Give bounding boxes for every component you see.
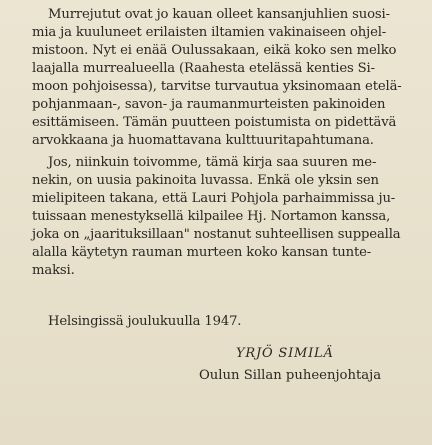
text-line: laajalla murrealueella (Raahesta etelässä kenties Si-: [32, 61, 375, 76]
text-line: alalla käytetyn rauman murteen koko kansan tunte-: [32, 245, 372, 260]
text-line: Murrejutut ovat jo kauan olleet kansanjuhlien suosi-: [48, 7, 390, 22]
text-line: mia ja kuuluneet erilaisten iltamien vakinaiseen ohjel-: [32, 25, 387, 40]
text-line: nekin, on uusia pakinoita luvassa. Enkä ole yksin sen: [32, 173, 379, 188]
text-line: arvokkaana ja huomattavana kulttuuritapahtumana.: [32, 133, 374, 148]
text-line: joka on „jaarituksillaan" nostanut suhteellisen suppealla: [32, 227, 401, 242]
place-date: Helsingissä joulukuulla 1947.: [48, 314, 242, 329]
signature-title: Oulun Sillan puheenjohtaja: [199, 368, 382, 383]
text-line: mistoon. Nyt ei enää Oulussakaan, eikä koko sen melko: [32, 43, 397, 58]
text-line: mielipiteen takana, että Lauri Pohjola parhaimmissa ju-: [32, 191, 396, 206]
signature-name: YRJÖ SIMILÄ: [236, 346, 334, 361]
text-line: moon pohjoisessa), tarvitse turvautua yksinomaan etelä-: [32, 79, 402, 94]
text-line: Jos, niinkuin toivomme, tämä kirja saa suuren me-: [48, 155, 377, 170]
text-line: pohjanmaan-, savon- ja raumanmurteisten pakinoiden: [32, 97, 386, 112]
text-line: esittämiseen. Tämän puutteen poistumista on pidettävä: [32, 115, 397, 130]
text-line: tuissaan menestyksellä kilpailee Hj. Nortamon kanssa,: [32, 209, 391, 224]
text-line: maksi.: [32, 263, 75, 278]
